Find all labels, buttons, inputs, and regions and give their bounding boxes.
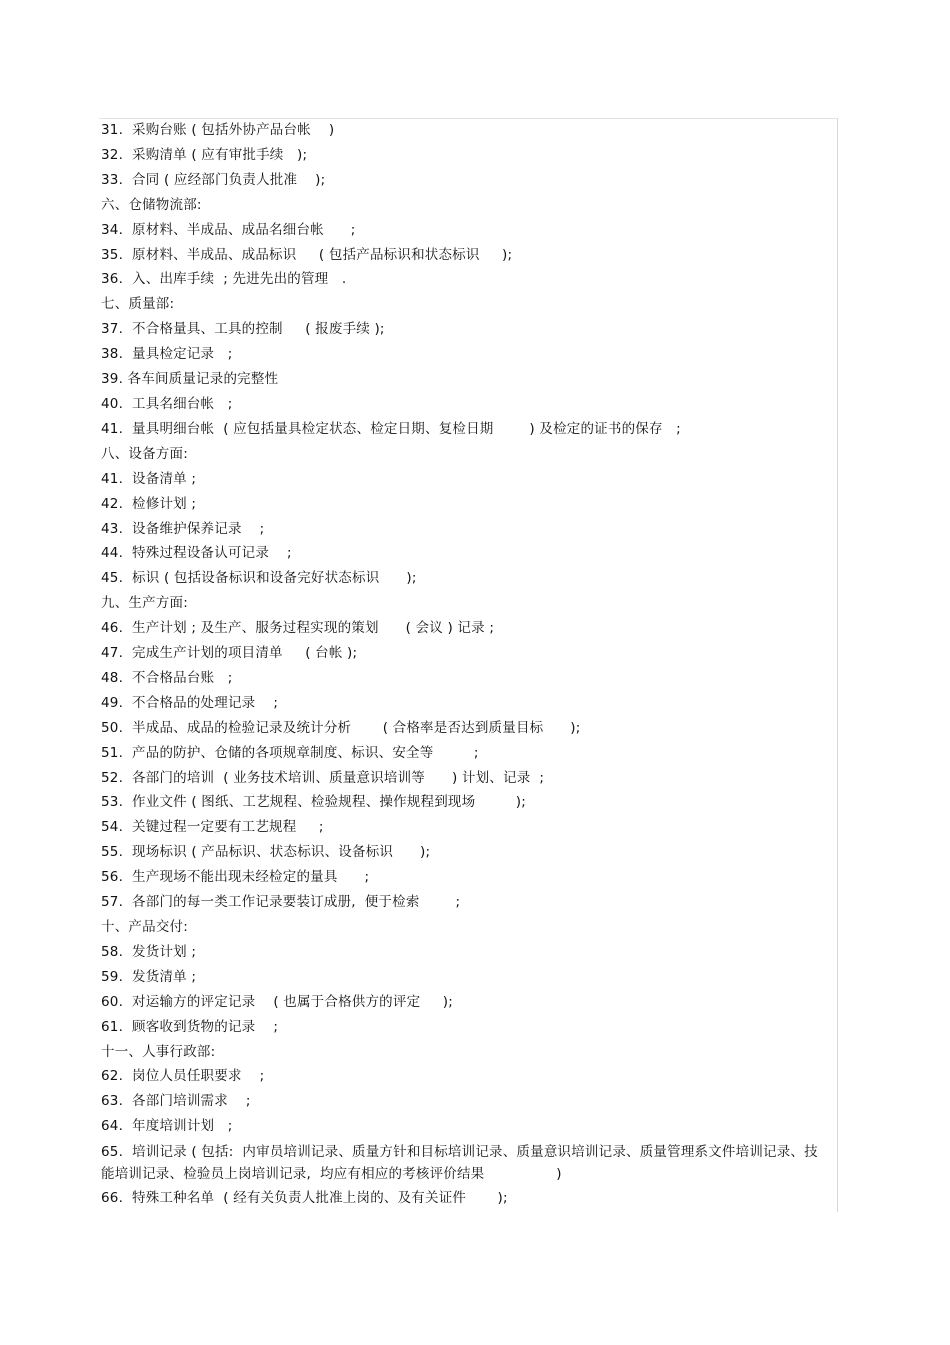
list-item-62: 62. 岗位人员任职要求 ;: [101, 1068, 265, 1085]
list-item-58: 58. 发货计划 ;: [101, 943, 197, 960]
list-item-46: 46. 生产计划 ; 及生产、服务过程实现的策划 ( 会议 ) 记录 ;: [101, 620, 495, 637]
section-heading-quality: 七、质量部:: [101, 296, 175, 313]
list-item-50: 50. 半成品、成品的检验记录及统计分析 ( 合格率是否达到质量目标 );: [101, 719, 581, 736]
list-item-55: 55. 现场标识 ( 产品标识、状态标识、设备标识 );: [101, 844, 431, 861]
list-item-32: 32. 采购清单 ( 应有审批手续 );: [101, 146, 308, 163]
section-heading-delivery: 十、产品交付:: [101, 919, 188, 935]
list-item-63: 63. 各部门培训需求 ;: [101, 1093, 251, 1110]
list-item-65: 65. 培训记录 ( 包括: 内审员培训记录、质量方针和目标培训记录、质量意识培训记录、质量管理系文件培训记录、技能培训记录、检验员上岗培训记录, 均应有相应的考核评价结果 ): [101, 1144, 818, 1183]
document-body: [101, 118, 831, 1211]
list-item-66: 66. 特殊工种名单 ( 经有关负责人批准上岗的、及有关证件 );: [101, 1190, 508, 1207]
list-item-61: 61. 顾客收到货物的记录 ;: [101, 1018, 279, 1035]
list-item-53: 53. 作业文件 ( 图纸、工艺规程、检验规程、操作规程到现场 );: [101, 794, 526, 811]
list-item-51: 51. 产品的防护、仓储的各项规章制度、标识、安全等 ;: [101, 744, 479, 761]
list-item-41b: 41. 设备清单 ;: [101, 470, 197, 487]
list-item-54: 54. 关键过程一定要有工艺规程 ;: [101, 819, 324, 836]
list-item-31: 31. 采购台账 ( 包括外协产品台帐 ): [101, 122, 335, 138]
list-item-48: 48. 不合格品台账 ;: [101, 669, 233, 686]
list-item-64: 64. 年度培训计划 ;: [101, 1118, 233, 1135]
list-item-60: 60. 对运输方的评定记录 ( 也属于合格供方的评定 );: [101, 993, 453, 1010]
list-item-38: 38. 量具检定记录 ;: [101, 346, 233, 363]
list-item-52: 52. 各部门的培训 ( 业务技术培训、质量意识培训等 ) 计划、记录 ;: [101, 769, 545, 786]
list-item-37: 37. 不合格量具、工具的控制 ( 报废手续 );: [101, 321, 385, 338]
list-item-57: 57. 各部门的每一类工作记录要装订成册, 便于检索 ;: [101, 894, 461, 911]
list-item-41a: 41. 量具明细台帐 ( 应包括量具检定状态、检定日期、复检日期 ) 及检定的证书的保存 ;: [101, 420, 681, 437]
list-item-35: 35. 原材料、半成品、成品标识 ( 包括产品标识和状态标识 );: [101, 246, 513, 263]
list-item-34: 34. 原材料、半成品、成品名细台帐 ;: [101, 221, 356, 238]
list-item-56: 56. 生产现场不能出现未经检定的量具 ;: [101, 869, 370, 886]
list-item-47: 47. 完成生产计划的项目清单 ( 台帐 );: [101, 645, 358, 662]
section-heading-production: 九、生产方面:: [101, 595, 188, 612]
list-item-44: 44. 特殊过程设备认可记录 ;: [101, 545, 292, 562]
section-heading-hr-admin: 十一、人事行政部:: [101, 1043, 216, 1060]
list-item-40: 40. 工具名细台帐 ;: [101, 395, 233, 412]
list-item-45: 45. 标识 ( 包括设备标识和设备完好状态标识 );: [101, 570, 417, 587]
list-item-33: 33. 合同 ( 应经部门负责人批准 );: [101, 171, 326, 188]
list-item-59: 59. 发货清单 ;: [101, 968, 197, 985]
list-item-36: 36. 入、出库手续 ; 先进先出的管理 .: [101, 271, 347, 288]
section-heading-warehouse: 六、仓储物流部:: [101, 196, 202, 213]
list-item-43: 43. 设备维护保养记录 ;: [101, 520, 265, 537]
list-item-49: 49. 不合格品的处理记录 ;: [101, 694, 279, 711]
list-item-39: 39. 各车间质量记录的完整性: [101, 371, 279, 388]
section-heading-equipment: 八、设备方面:: [101, 445, 188, 462]
list-item-42: 42. 检修计划 ;: [101, 495, 197, 512]
